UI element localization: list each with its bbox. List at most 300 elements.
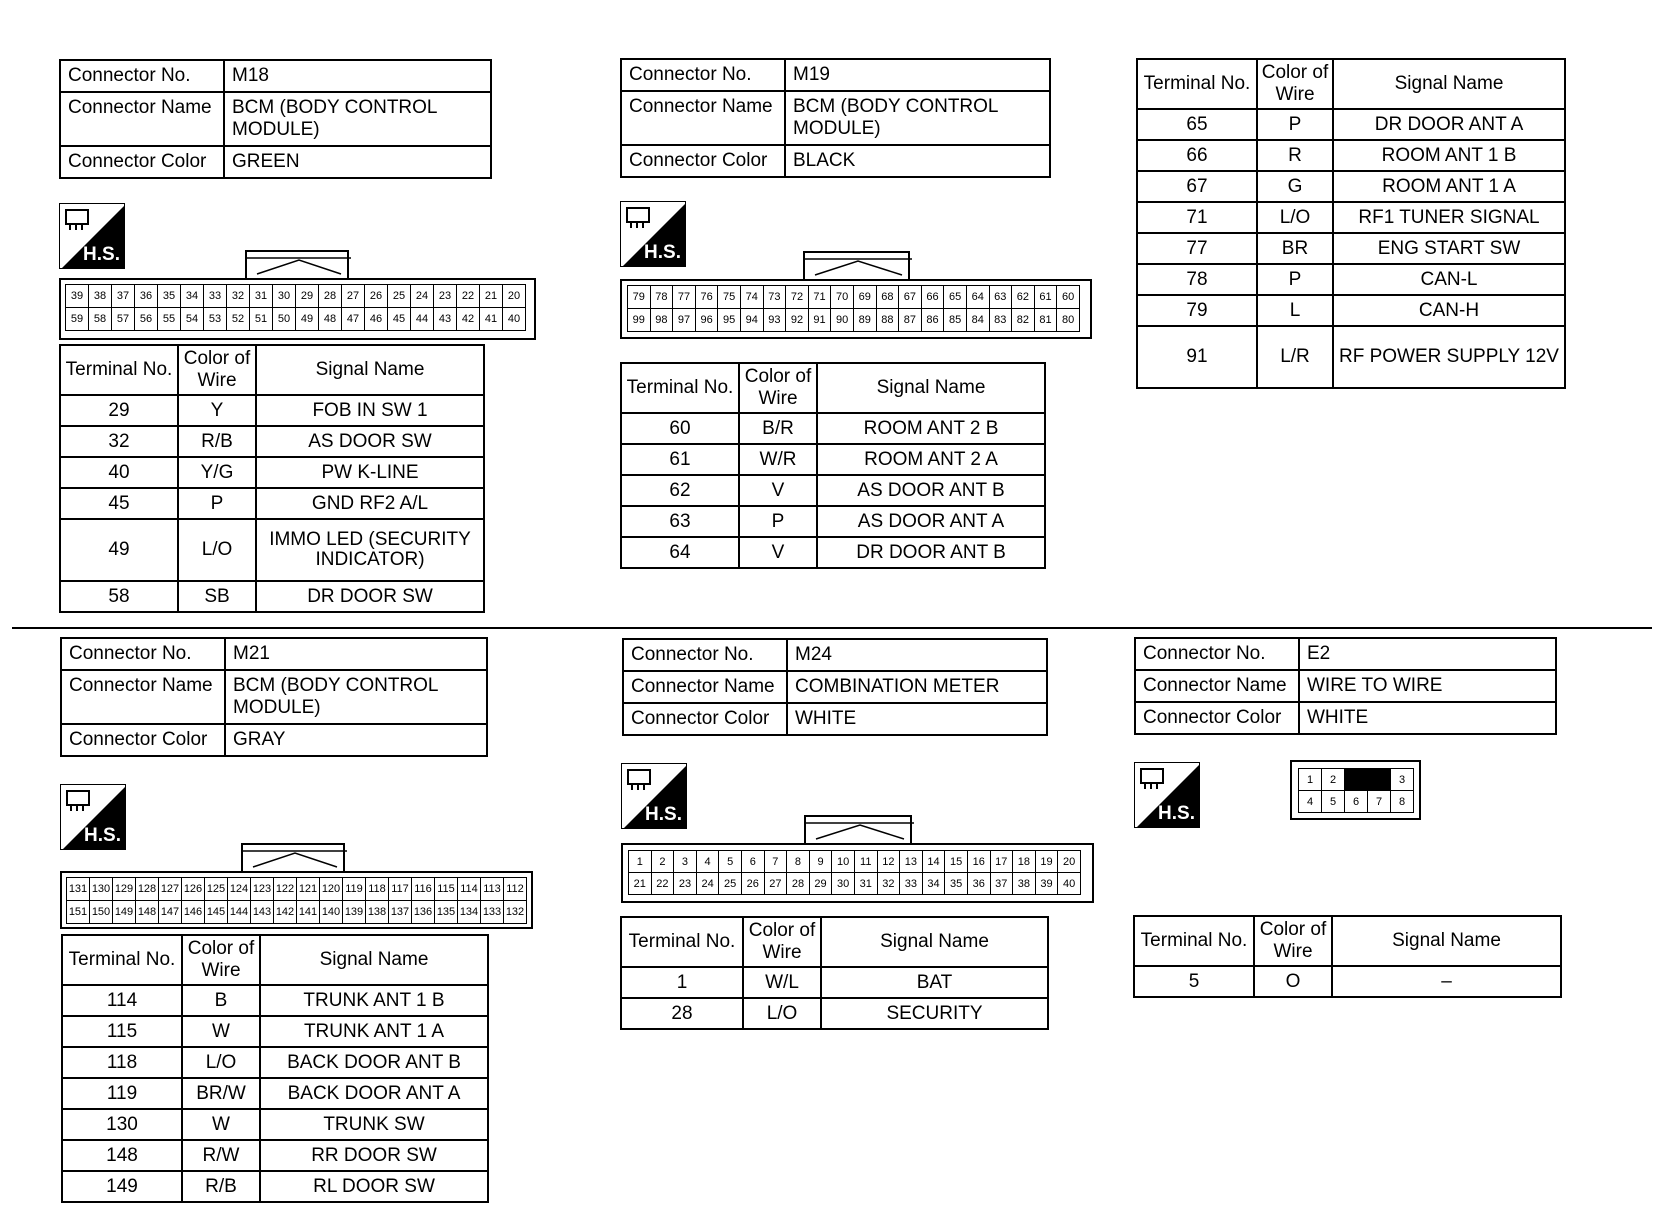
connector-pin: 34 [181, 285, 204, 308]
signal-name-cell: ROOM ANT 2 B [817, 413, 1045, 444]
label: Connector Color [61, 724, 225, 756]
connector-pin: 81 [1035, 309, 1058, 332]
connector-no: M24 [787, 639, 1047, 671]
connector-pin: 30 [832, 873, 855, 895]
connector-name: COMBINATION METER [787, 671, 1047, 703]
connector-pin: 69 [854, 286, 877, 309]
connector-pin: 64 [967, 286, 990, 309]
signal-name-cell: TRUNK ANT 1 A [260, 1016, 488, 1047]
terminal-cell: 91 [1137, 326, 1257, 388]
connector-pin: 77 [673, 286, 696, 309]
connector-pin: 20 [1058, 851, 1081, 873]
connector-latch [245, 250, 349, 280]
connector-pin: 143 [251, 901, 274, 924]
wire-color-cell: R/B [182, 1171, 260, 1202]
connector-pin: 86 [922, 309, 945, 332]
connector-pin: 84 [967, 309, 990, 332]
terminal-cell: 40 [60, 457, 178, 488]
connector-color: GRAY [225, 724, 487, 756]
connector-pin: 22 [652, 873, 675, 895]
connector-pin: 47 [342, 308, 365, 331]
connector-pin: 92 [786, 309, 809, 332]
table-row [1137, 202, 1565, 233]
wire-color-cell: L [1257, 295, 1333, 326]
connector-pin: 34 [923, 873, 946, 895]
table-row [1137, 295, 1565, 326]
table-row [621, 537, 1045, 568]
connector-pin: 150 [90, 901, 113, 924]
wire-color-cell: L/O [178, 519, 256, 581]
connector-pin: 140 [320, 901, 343, 924]
connector-pin: 75 [718, 286, 741, 309]
connector-pin: 4 [1299, 791, 1322, 813]
connector-pin: 79 [628, 286, 651, 309]
label: Connector Color [621, 145, 785, 177]
connector-pin: 43 [434, 308, 457, 331]
connector-pin: 122 [274, 878, 297, 901]
signal-name-cell: DR DOOR ANT B [817, 537, 1045, 568]
terminal-cell: 79 [1137, 295, 1257, 326]
connector-pin: 11 [855, 851, 878, 873]
connector-pin: 35 [945, 873, 968, 895]
connector-pin: 130 [90, 878, 113, 901]
col-terminal: Terminal No. [621, 917, 743, 967]
connector-pin: 97 [673, 309, 696, 332]
connector-no: E2 [1299, 638, 1556, 670]
connector-pin: 66 [922, 286, 945, 309]
terminal-cell: 60 [621, 413, 739, 444]
connector-pin: 22 [457, 285, 480, 308]
harness-side-icon [621, 763, 687, 829]
connector-pin: 21 [629, 873, 652, 895]
connector-pin: 56 [135, 308, 158, 331]
connector-pin: 42 [457, 308, 480, 331]
connector-pin: 12 [878, 851, 901, 873]
connector-pin: 2 [1322, 769, 1345, 791]
terminal-cell: 61 [621, 444, 739, 475]
terminal-cell: 114 [62, 985, 182, 1016]
connector-pin: 25 [719, 873, 742, 895]
connector-pin: 5 [1322, 791, 1345, 813]
connector-pin: 39 [1036, 873, 1059, 895]
wire-color-cell: V [739, 475, 817, 506]
label: Connector Name [60, 92, 224, 146]
connector-pin: 96 [696, 309, 719, 332]
hs-label: H.S. [84, 825, 121, 846]
m24-connector-info [622, 638, 1048, 736]
connector-pin: 59 [66, 308, 89, 331]
connector-pin: 33 [204, 285, 227, 308]
connector-pin: 89 [854, 309, 877, 332]
connector-pin: 83 [990, 309, 1013, 332]
connector-pin: 32 [878, 873, 901, 895]
harness-side-icon [59, 203, 125, 269]
connector-pin: 148 [136, 901, 159, 924]
connector-pin: 94 [741, 309, 764, 332]
col-signal: Signal Name [821, 917, 1048, 967]
m18-connector-info [59, 59, 492, 179]
connector-pin: 37 [112, 285, 135, 308]
col-signal: Signal Name [817, 363, 1045, 413]
connector-pin: 55 [158, 308, 181, 331]
connector-pin: 80 [1057, 309, 1080, 332]
wire-color-cell: Y [178, 395, 256, 426]
table-row [60, 488, 484, 519]
table-row [60, 581, 484, 612]
connector-pin: 31 [250, 285, 273, 308]
connector-name: BCM (BODY CONTROL MODULE) [785, 91, 1050, 145]
connector-pin: 70 [831, 286, 854, 309]
connector-pin: 63 [990, 286, 1013, 309]
connector-pin: 25 [388, 285, 411, 308]
connector-pin: 88 [877, 309, 900, 332]
connector-pin: 19 [1036, 851, 1059, 873]
terminal-cell: 118 [62, 1047, 182, 1078]
signal-name-cell: TRUNK ANT 1 B [260, 985, 488, 1016]
connector-latch [241, 843, 345, 873]
table-row [1137, 140, 1565, 171]
connector-pin: 144 [228, 901, 251, 924]
wire-color-cell: P [739, 506, 817, 537]
connector-latch [803, 251, 910, 281]
signal-name-cell: ROOM ANT 1 A [1333, 171, 1565, 202]
connector-pin: 18 [1013, 851, 1036, 873]
label: Connector Name [623, 671, 787, 703]
table-row [60, 457, 484, 488]
connector-pin: 38 [89, 285, 112, 308]
signal-name-cell: GND RF2 A/L [256, 488, 484, 519]
label: Connector No. [621, 59, 785, 91]
connector-pin: 126 [182, 878, 205, 901]
col-signal: Signal Name [1333, 59, 1565, 109]
wire-color-cell: P [1257, 109, 1333, 140]
wire-color-cell: W/R [739, 444, 817, 475]
connector-pin: 40 [1058, 873, 1081, 895]
connector-pin: 38 [1013, 873, 1036, 895]
connector-pin: 50 [273, 308, 296, 331]
connector-pin: 6 [1345, 791, 1368, 813]
connector-pin: 121 [297, 878, 320, 901]
table-row [621, 475, 1045, 506]
connector-name: WIRE TO WIRE [1299, 670, 1556, 702]
connector-pin: 36 [968, 873, 991, 895]
signal-name-cell: TRUNK SW [260, 1109, 488, 1140]
table-row [1137, 109, 1565, 140]
label: Connector Name [1135, 670, 1299, 702]
signal-name-cell: IMMO LED (SECURITY INDICATOR) [256, 519, 484, 581]
connector-pin: 40 [503, 308, 526, 331]
connector-pin: 49 [296, 308, 319, 331]
m19-terminal-table [620, 362, 1046, 569]
connector-pin: 120 [320, 878, 343, 901]
connector-pin: 6 [742, 851, 765, 873]
pin-grid [66, 877, 527, 924]
col-terminal: Terminal No. [62, 935, 182, 985]
wire-color-cell: L/O [743, 998, 821, 1029]
connector-pin: 48 [319, 308, 342, 331]
connector-pin: 124 [228, 878, 251, 901]
table-row [621, 967, 1048, 998]
connector-pin: 5 [719, 851, 742, 873]
harness-side-icon [60, 784, 126, 850]
connector-pin: 142 [274, 901, 297, 924]
connector-pin: 16 [968, 851, 991, 873]
col-color: Color of Wire [1254, 916, 1332, 966]
terminal-cell: 45 [60, 488, 178, 519]
pin-grid [628, 850, 1081, 895]
table-row [60, 395, 484, 426]
table-row [60, 519, 484, 581]
connector-pin: 57 [112, 308, 135, 331]
connector-pin: 58 [89, 308, 112, 331]
signal-name-cell: AS DOOR ANT B [817, 475, 1045, 506]
connector-pin: 10 [832, 851, 855, 873]
connector-pin: 125 [205, 878, 228, 901]
wire-color-cell: R/B [178, 426, 256, 457]
table-row [60, 426, 484, 457]
connector-pin: 146 [182, 901, 205, 924]
connector-pin: 117 [389, 878, 412, 901]
wire-color-cell: L/O [182, 1047, 260, 1078]
col-color: Color of Wire [182, 935, 260, 985]
terminal-cell: 64 [621, 537, 739, 568]
connector-pin: 73 [764, 286, 787, 309]
signal-name-cell: DR DOOR ANT A [1333, 109, 1565, 140]
connector-pin: 87 [899, 309, 922, 332]
wire-color-cell: BR [1257, 233, 1333, 264]
wire-color-cell: R/W [182, 1140, 260, 1171]
connector-no: M19 [785, 59, 1050, 91]
connector-pin: 141 [297, 901, 320, 924]
terminal-cell: 71 [1137, 202, 1257, 233]
wire-color-cell: R [1257, 140, 1333, 171]
wire-color-cell: P [178, 488, 256, 519]
connector-pin: 114 [458, 878, 481, 901]
signal-name-cell: RR DOOR SW [260, 1140, 488, 1171]
col-signal: Signal Name [260, 935, 488, 985]
pin-grid [627, 285, 1080, 332]
label: Connector Color [623, 703, 787, 735]
connector-color: GREEN [224, 146, 491, 178]
connector-pin: 23 [674, 873, 697, 895]
connector-pin: 17 [991, 851, 1014, 873]
terminal-cell: 115 [62, 1016, 182, 1047]
table-row [62, 1047, 488, 1078]
connector-pin: 65 [944, 286, 967, 309]
connector-pin: 53 [204, 308, 227, 331]
terminal-cell: 5 [1134, 966, 1254, 997]
connector-pin: 31 [855, 873, 878, 895]
label: Connector No. [60, 60, 224, 92]
col-signal: Signal Name [256, 345, 484, 395]
signal-name-cell: BACK DOOR ANT A [260, 1078, 488, 1109]
label: Connector Color [1135, 702, 1299, 734]
connector-pin: 45 [388, 308, 411, 331]
signal-name-cell: BAT [821, 967, 1048, 998]
connector-pin: 4 [697, 851, 720, 873]
connector-pin: 139 [343, 901, 366, 924]
connector-pin: 74 [741, 286, 764, 309]
connector-pin: 76 [696, 286, 719, 309]
connector-pin: 46 [365, 308, 388, 331]
connector-pin: 23 [434, 285, 457, 308]
connector-pin: 78 [651, 286, 674, 309]
connector-pin: 39 [66, 285, 89, 308]
connector-pin: 149 [113, 901, 136, 924]
table-row [1137, 233, 1565, 264]
connector-pin: 131 [67, 878, 90, 901]
col-color: Color of Wire [178, 345, 256, 395]
table-row [62, 1109, 488, 1140]
connector-pin: 27 [765, 873, 788, 895]
wire-color-cell: P [1257, 264, 1333, 295]
connector-pin: 20 [503, 285, 526, 308]
label: Connector No. [623, 639, 787, 671]
signal-name-cell: CAN-H [1333, 295, 1565, 326]
table-row [1134, 966, 1561, 997]
e2-terminal-table [1133, 915, 1562, 998]
connector-pin: 137 [389, 901, 412, 924]
connector-pin: 91 [809, 309, 832, 332]
connector-pin: 44 [411, 308, 434, 331]
signal-name-cell: PW K-LINE [256, 457, 484, 488]
signal-name-cell: AS DOOR ANT A [817, 506, 1045, 537]
section-divider [12, 627, 1652, 629]
terminal-cell: 66 [1137, 140, 1257, 171]
connector-pin: 1 [629, 851, 652, 873]
label: Connector No. [61, 638, 225, 670]
terminal-cell: 28 [621, 998, 743, 1029]
connector-pin: 98 [651, 309, 674, 332]
connector-pin: 28 [787, 873, 810, 895]
pin-grid [65, 284, 526, 331]
label: Connector Name [621, 91, 785, 145]
table-row [1137, 264, 1565, 295]
connector-pin: 26 [742, 873, 765, 895]
connector-pin: 3 [674, 851, 697, 873]
connector-pin: 2 [652, 851, 675, 873]
connector-pin: 113 [481, 878, 504, 901]
connector-color: WHITE [1299, 702, 1556, 734]
hs-label: H.S. [644, 242, 681, 263]
connector-pin: 8 [787, 851, 810, 873]
connector-no: M18 [224, 60, 491, 92]
pin-grid [1298, 768, 1414, 813]
connector-pin: 138 [366, 901, 389, 924]
wire-color-cell: W [182, 1016, 260, 1047]
wire-color-cell: L/O [1257, 202, 1333, 233]
connector-pin: 35 [158, 285, 181, 308]
connector-pin: 14 [923, 851, 946, 873]
connector-pin: 95 [718, 309, 741, 332]
col-terminal: Terminal No. [1134, 916, 1254, 966]
table-row [1137, 171, 1565, 202]
table-row [621, 506, 1045, 537]
signal-name-cell: FOB IN SW 1 [256, 395, 484, 426]
col-terminal: Terminal No. [621, 363, 739, 413]
signal-name-cell: RL DOOR SW [260, 1171, 488, 1202]
connector-name: BCM (BODY CONTROL MODULE) [225, 670, 487, 724]
terminal-cell: 65 [1137, 109, 1257, 140]
connector-pin: 82 [1012, 309, 1035, 332]
terminal-cell: 29 [60, 395, 178, 426]
connector-pin: 37 [991, 873, 1014, 895]
connector-pin: 9 [810, 851, 833, 873]
table-row [62, 1078, 488, 1109]
wire-color-cell: SB [178, 581, 256, 612]
connector-pin: 133 [481, 901, 504, 924]
m19-continued-terminal-table [1136, 58, 1566, 389]
m18-terminal-table [59, 344, 485, 613]
wire-color-cell: G [1257, 171, 1333, 202]
hs-label: H.S. [1158, 803, 1195, 824]
terminal-cell: 58 [60, 581, 178, 612]
wire-color-cell: BR/W [182, 1078, 260, 1109]
connector-pin: 72 [786, 286, 809, 309]
signal-name-cell: AS DOOR SW [256, 426, 484, 457]
connector-pin: 1 [1299, 769, 1322, 791]
wire-color-cell: W [182, 1109, 260, 1140]
signal-name-cell: ENG START SW [1333, 233, 1565, 264]
connector-pin: 112 [504, 878, 527, 901]
table-row [62, 985, 488, 1016]
table-row [62, 1016, 488, 1047]
connector-pin: 8 [1391, 791, 1414, 813]
connector-pin: 147 [159, 901, 182, 924]
label: Connector No. [1135, 638, 1299, 670]
connector-pin: 61 [1035, 286, 1058, 309]
table-row [621, 444, 1045, 475]
connector-pin: 7 [1368, 791, 1391, 813]
col-terminal: Terminal No. [1137, 59, 1257, 109]
connector-pin: 52 [227, 308, 250, 331]
connector-no: M21 [225, 638, 487, 670]
connector-pin: 123 [251, 878, 274, 901]
hs-label: H.S. [645, 804, 682, 825]
col-terminal: Terminal No. [60, 345, 178, 395]
connector-pin: 67 [899, 286, 922, 309]
col-signal: Signal Name [1332, 916, 1561, 966]
signal-name-cell: RF POWER SUPPLY 12V [1333, 326, 1565, 388]
connector-pin: 26 [365, 285, 388, 308]
signal-name-cell: RF1 TUNER SIGNAL [1333, 202, 1565, 233]
harness-side-icon [620, 201, 686, 267]
connector-pin: 68 [877, 286, 900, 309]
terminal-cell: 78 [1137, 264, 1257, 295]
terminal-cell: 130 [62, 1109, 182, 1140]
signal-name-cell: SECURITY [821, 998, 1048, 1029]
wire-color-cell: B/R [739, 413, 817, 444]
connector-pin: 28 [319, 285, 342, 308]
terminal-cell: 148 [62, 1140, 182, 1171]
connector-pin: 118 [366, 878, 389, 901]
connector-pin: 29 [810, 873, 833, 895]
terminal-cell: 62 [621, 475, 739, 506]
connector-color: BLACK [785, 145, 1050, 177]
terminal-cell: 63 [621, 506, 739, 537]
m19-connector-info [620, 58, 1051, 178]
m21-terminal-table [61, 934, 489, 1203]
connector-pin: 99 [628, 309, 651, 332]
wire-color-cell: O [1254, 966, 1332, 997]
connector-pin: 24 [697, 873, 720, 895]
connector-color: WHITE [787, 703, 1047, 735]
connector-pin: 151 [67, 901, 90, 924]
connector-pin: 7 [765, 851, 788, 873]
hs-label: H.S. [83, 244, 120, 265]
connector-pin: 54 [181, 308, 204, 331]
col-color: Color of Wire [739, 363, 817, 413]
